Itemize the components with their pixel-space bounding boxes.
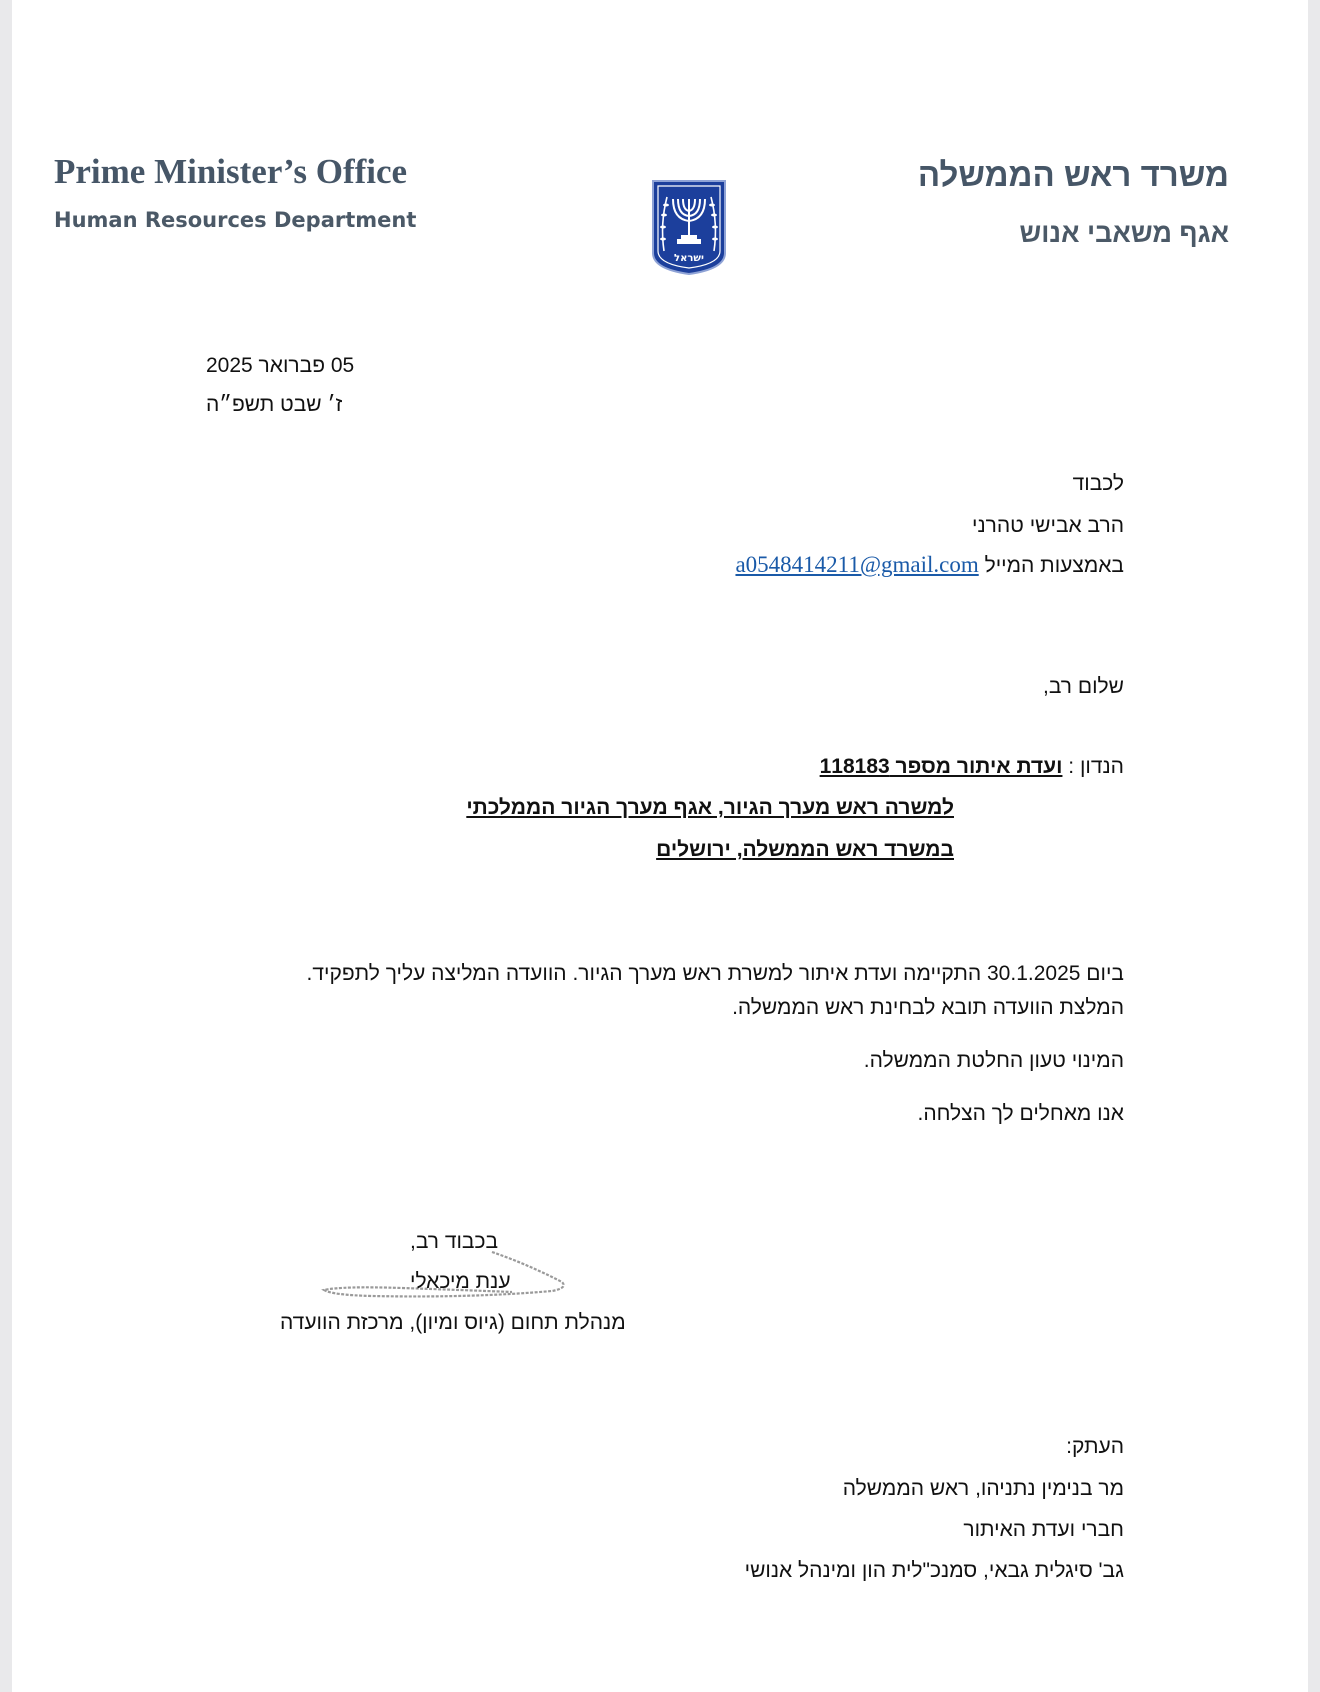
to-label: לכבוד bbox=[1072, 472, 1124, 495]
subject-label: הנדון : bbox=[1068, 755, 1124, 778]
state-emblem-icon bbox=[650, 179, 728, 275]
header-en-title: Prime Minister’s Office bbox=[54, 152, 408, 191]
subject-line-1 bbox=[820, 755, 1124, 779]
signature-name: ענת מיכאלי bbox=[410, 1270, 511, 1293]
emblem-text: ישראל bbox=[674, 253, 704, 264]
subject-line-2: למשרה ראש מערך הגיור, אגף מערך הגיור הממלכתי bbox=[466, 796, 954, 819]
body-paragraph-3: אנו מאחלים לך הצלחה. bbox=[917, 1102, 1124, 1125]
header-he-subtitle: אגף משאבי אנוש bbox=[1019, 218, 1229, 248]
signature-title: מנהלת תחום (גיוס ומיון), מרכזת הוועדה bbox=[280, 1311, 626, 1334]
via-label: באמצעות המייל bbox=[984, 554, 1124, 577]
email-link[interactable]: a0548414211@gmail.com bbox=[735, 552, 979, 577]
greeting: שלום רב, bbox=[1043, 675, 1124, 698]
cc-item: מר בנימין נתניהו, ראש הממשלה bbox=[842, 1477, 1124, 1500]
header-en-subtitle: Human Resources Department bbox=[54, 208, 417, 232]
recipient-name: הרב אבישי טהרני bbox=[972, 514, 1124, 537]
cc-label: העתק: bbox=[1066, 1435, 1124, 1458]
subject-line-3: במשרד ראש הממשלה, ירושלים bbox=[656, 838, 954, 861]
letter-page bbox=[12, 0, 1308, 1692]
gregorian-date: 05 פברואר 2025 bbox=[206, 354, 355, 377]
header-he-title: משרד ראש הממשלה bbox=[917, 156, 1229, 193]
cc-item: גב' סיגלית גבאי, סמנכ"לית הון ומינהל אנושי bbox=[744, 1559, 1124, 1582]
cc-item: חברי ועדת האיתור bbox=[963, 1518, 1124, 1541]
subject-title: ועדת איתור מספר 118183 bbox=[819, 755, 1063, 778]
body-paragraph-1-line-1: ביום 30.1.2025 התקיימה ועדת איתור למשרת ראש מערך הגיור. הוועדה המליצה עליך לתפקיד. bbox=[306, 962, 1124, 985]
hebrew-date: ז׳ שבט תשפ״ה bbox=[206, 393, 343, 416]
signature-closing: בכבוד רב, bbox=[410, 1230, 499, 1253]
body-paragraph-2: המינוי טעון החלטת הממשלה. bbox=[863, 1049, 1124, 1072]
body-paragraph-1-line-2: המלצת הוועדה תובא לבחינת ראש הממשלה. bbox=[732, 996, 1124, 1019]
via-email-line bbox=[735, 552, 1124, 578]
